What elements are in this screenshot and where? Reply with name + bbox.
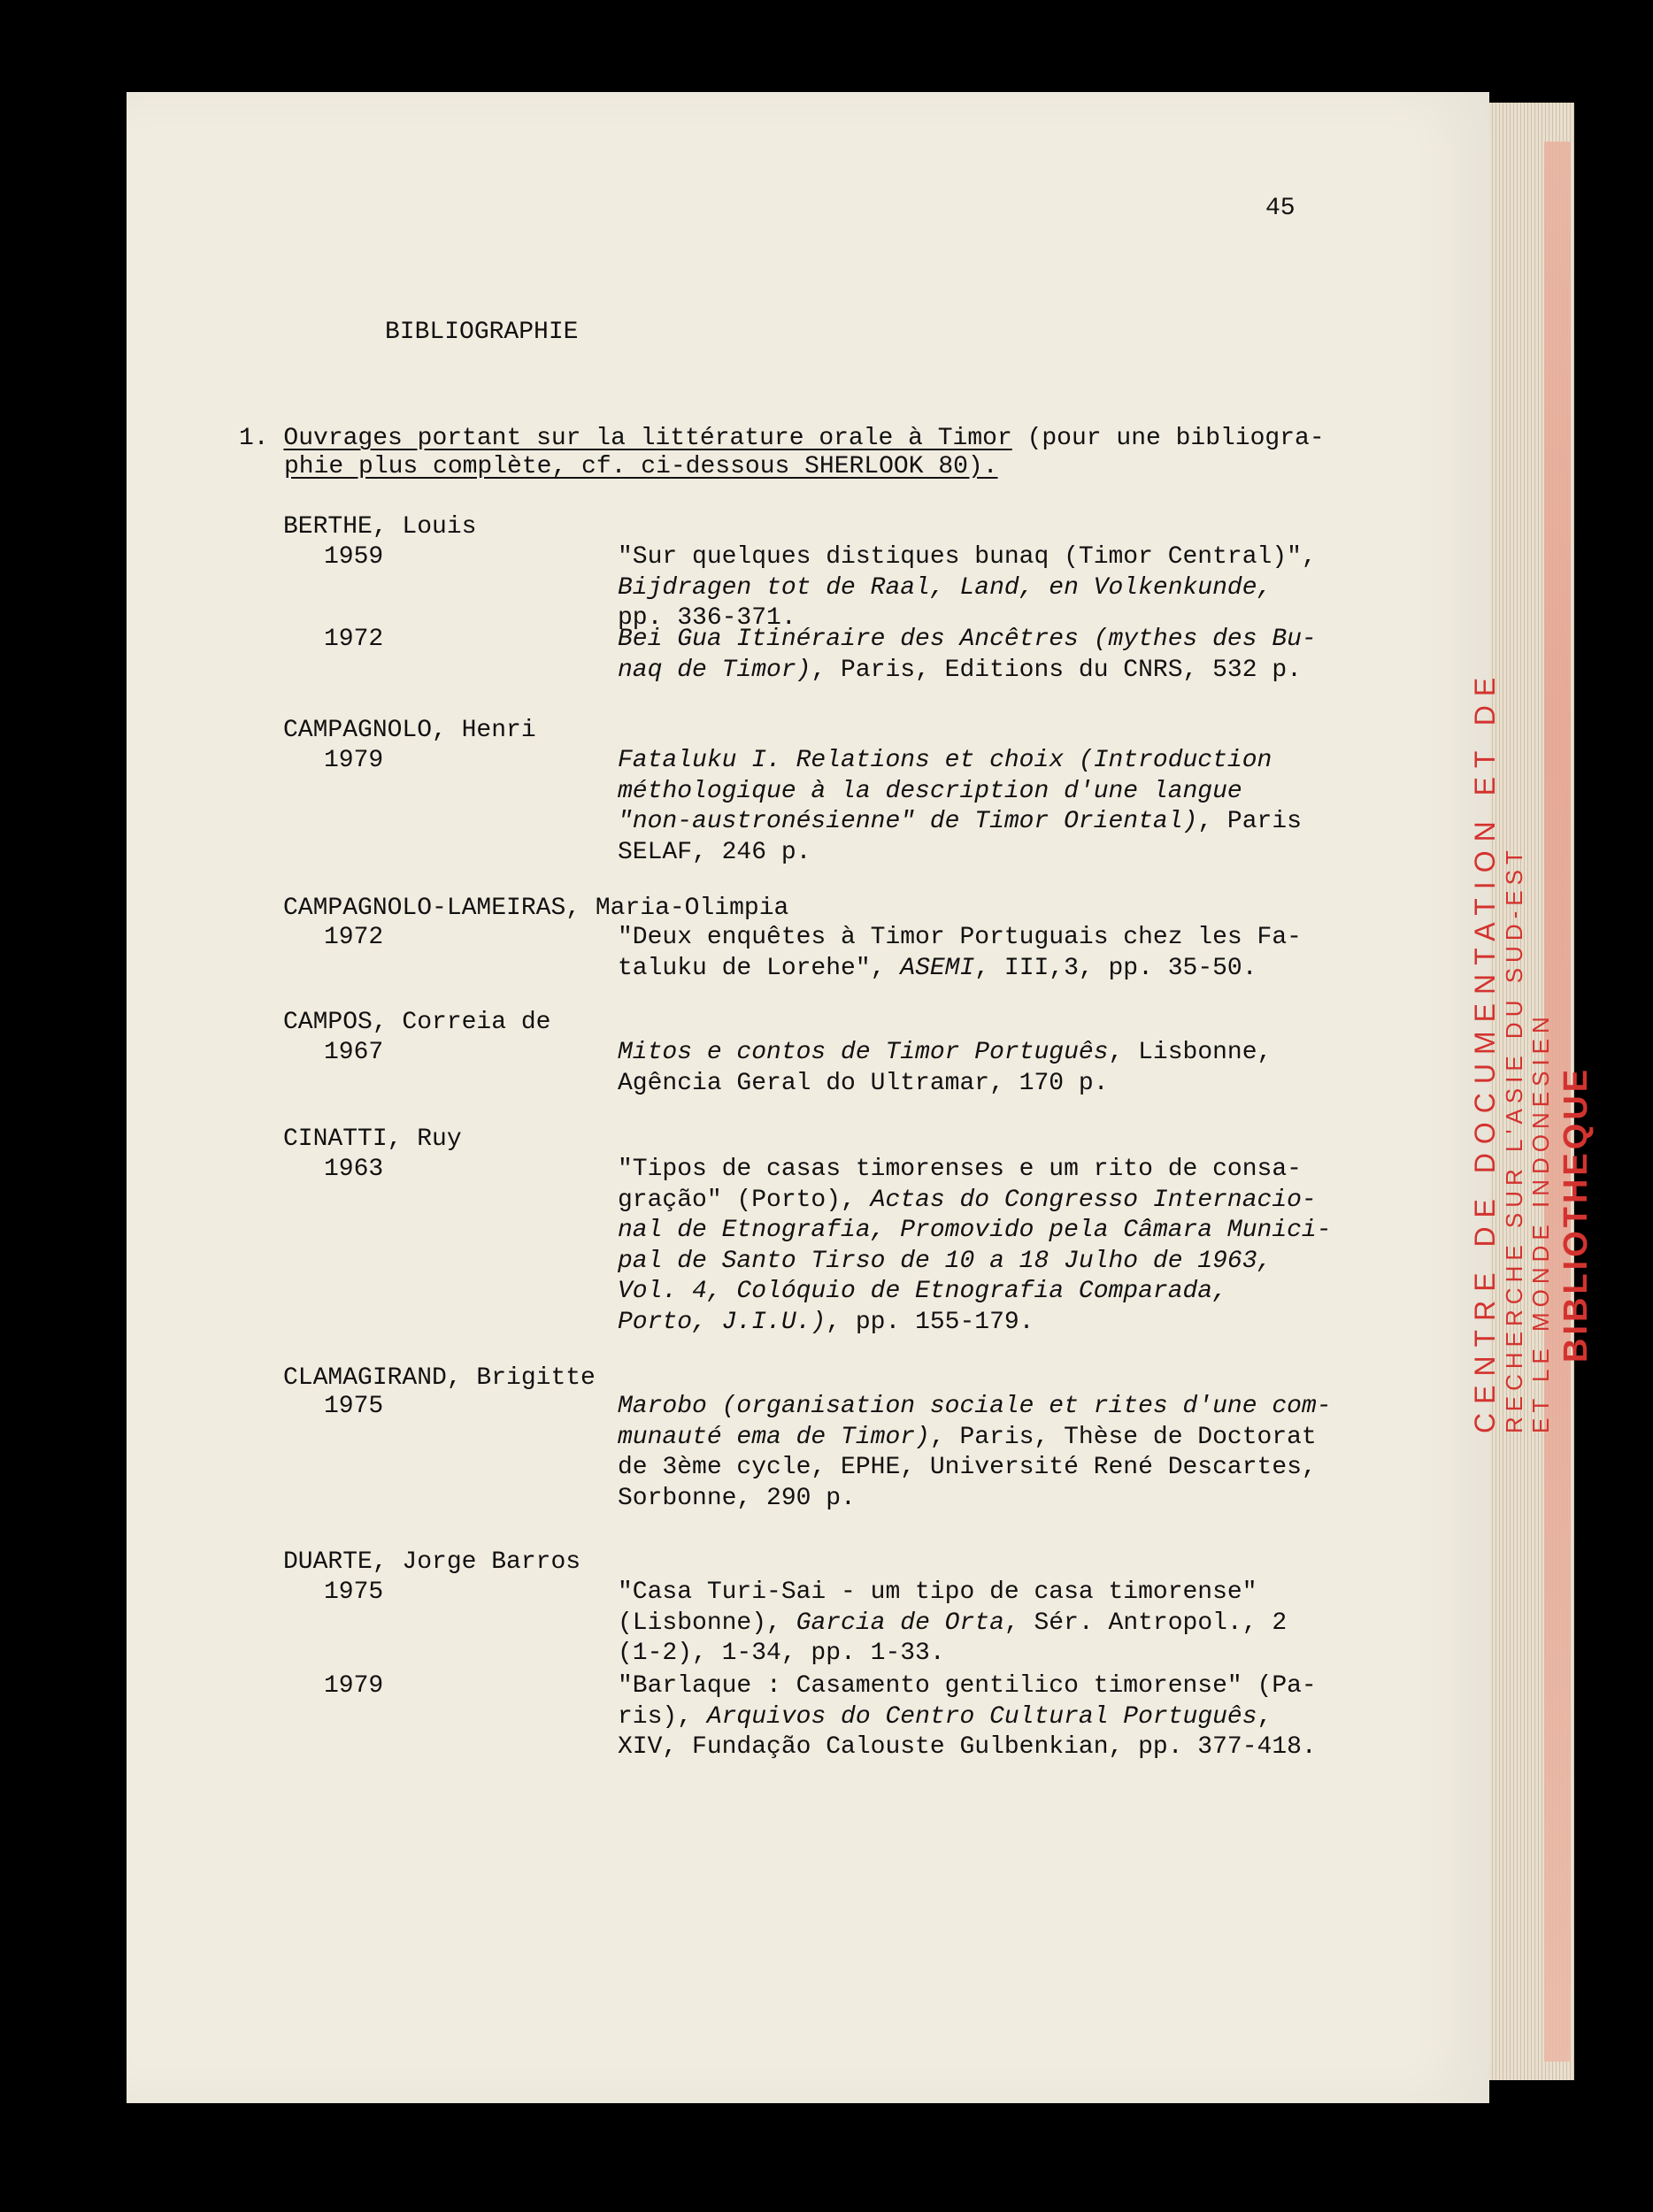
entry-line: pp. 336-371. (618, 604, 796, 632)
entry-line: Marobo (organisation sociale et rites d'une com- (618, 1393, 1332, 1420)
section-title: BIBLIOGRAPHIE (385, 319, 579, 346)
heading-line-2 (284, 451, 998, 483)
entry-year: 1975 (324, 1578, 384, 1606)
entry-line: pal de Santo Tirso de 10 a 18 Julho de 1963, (618, 1247, 1272, 1275)
entry-line: "Casa Turi-Sai - um tipo de casa timorense" (618, 1578, 1257, 1606)
entry-line: naq de Timor), Paris, Editions du CNRS, 532 p. (618, 656, 1302, 684)
heading-line-1 (239, 423, 1325, 455)
entry-author: CINATTI, Ruy (283, 1125, 462, 1153)
stamp-line-1: CENTRE DE DOCUMENTATION ET DE (1469, 668, 1501, 1433)
entry-line: "Tipos de casas timorenses e um rito de consa- (618, 1156, 1302, 1183)
entry-line: "Sur quelques distiques bunaq (Timor Central)", (618, 543, 1317, 571)
entry-line: XIV, Fundação Calouste Gulbenkian, pp. 377-418. (618, 1733, 1317, 1761)
entry-line: Bei Gua Itinéraire des Ancêtres (mythes des Bu- (618, 626, 1317, 653)
entry-line: ris), Arquivos do Centro Cultural Português, (618, 1702, 1272, 1731)
entry-line: Mitos e contos de Timor Português, Lisbonne, (618, 1039, 1272, 1066)
entry-line: "Deux enquêtes à Timor Portuguais chez les Fa- (618, 924, 1302, 951)
heading-number: 1. (239, 425, 269, 452)
entry-line: taluku de Lorehe", ASEMI, III,3, pp. 35-50. (618, 954, 1257, 982)
entry-author: CLAMAGIRAND, Brigitte (283, 1364, 596, 1392)
entry-line: Bijdragen tot de Raal, Land, en Volkenkunde, (618, 573, 1272, 602)
entry-year: 1979 (324, 1672, 384, 1700)
entry-line: Porto, J.I.U.), pp. 155-179. (618, 1308, 1034, 1336)
entry-line: Fataluku I. Relations et choix (Introduction (618, 747, 1272, 774)
entry-year: 1972 (324, 924, 384, 951)
entry-author: CAMPAGNOLO-LAMEIRAS, Maria-Olimpia (283, 895, 789, 922)
entry-year: 1963 (324, 1156, 384, 1183)
entry-line: Sorbonne, 290 p. (618, 1484, 856, 1512)
entry-year: 1967 (324, 1039, 384, 1066)
entry-line: Vol. 4, Colóquio de Etnografia Comparada, (618, 1278, 1227, 1305)
entry-line: (1-2), 1-34, pp. 1-33. (618, 1640, 945, 1667)
entry-year: 1979 (324, 747, 384, 774)
entry-author: DUARTE, Jorge Barros (283, 1548, 581, 1576)
entry-author: CAMPAGNOLO, Henri (283, 717, 536, 744)
heading-rest-1: (pour une bibliogra- (1011, 425, 1325, 452)
entry-line: Agência Geral do Ultramar, 170 p. (618, 1069, 1109, 1097)
entry-line: SELAF, 246 p. (618, 838, 811, 866)
heading-underlined-1: Ouvrages portant sur la littérature orale à Timor (283, 425, 1012, 452)
entry-author: CAMPOS, Correia de (283, 1009, 551, 1036)
entry-line: munauté ema de Timor), Paris, Thèse de Doctorat (618, 1423, 1317, 1451)
stamp-line-2: RECHERCHE SUR L'ASIE DU SUD-EST (1501, 845, 1527, 1433)
entry-line: méthologique à la description d'une langue (618, 777, 1242, 805)
entry-line: nal de Etnografia, Promovido pela Câmara Munici- (618, 1217, 1332, 1244)
stamp-line-3: ET LE MONDE INDONESIEN (1527, 1011, 1554, 1433)
stamp-line-4: BIBLIOTHEQUE (1557, 1065, 1595, 1363)
library-stamp (1451, 668, 1602, 1433)
entry-year: 1975 (324, 1393, 384, 1420)
entry-line: "non-austronésienne" de Timor Oriental), Paris (618, 808, 1302, 835)
entry-line: "Barlaque : Casamento gentilico timorense" (Pa- (618, 1672, 1317, 1700)
heading-underlined-2: phie plus complète, cf. ci-dessous SHERLOOK 80). (284, 453, 998, 480)
page-number: 45 (1265, 195, 1295, 222)
entry-line: (Lisbonne), Garcia de Orta, Sér. Antropol., 2 (618, 1609, 1288, 1637)
entry-author: BERTHE, Louis (283, 513, 477, 541)
entry-year: 1959 (324, 543, 384, 571)
entry-line: gração" (Porto), Actas do Congresso Internacio- (618, 1186, 1317, 1214)
entry-year: 1972 (324, 626, 384, 653)
entry-line: de 3ème cycle, EPHE, Université René Descartes, (618, 1454, 1317, 1481)
